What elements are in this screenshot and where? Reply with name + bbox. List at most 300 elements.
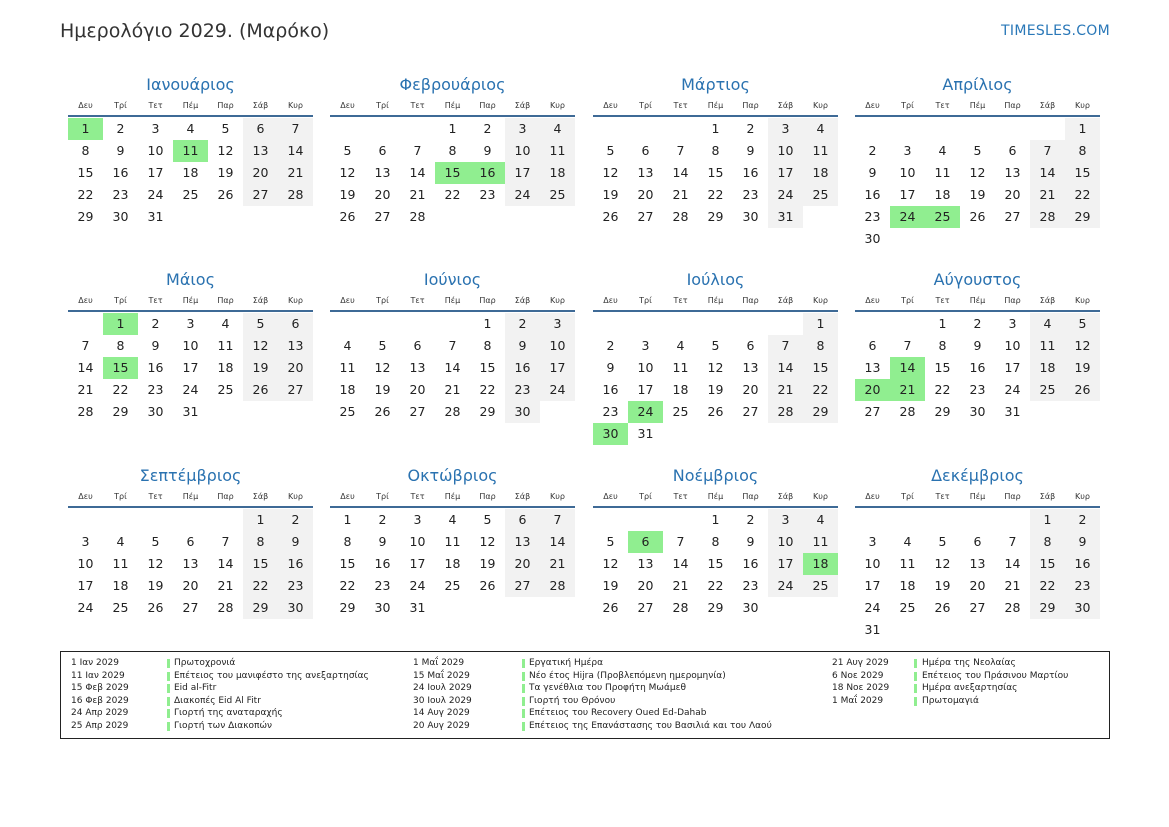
holiday-day-cell[interactable]: 24 — [890, 206, 925, 228]
day-cell[interactable]: 27 — [637, 600, 654, 615]
day-cell[interactable]: 18 — [672, 382, 689, 397]
day-cell[interactable]: 2 — [746, 121, 755, 136]
day-cell[interactable]: 13 — [243, 140, 278, 162]
day-cell[interactable]: 3 — [151, 121, 160, 136]
day-cell[interactable]: 13 — [1004, 165, 1021, 180]
day-cell[interactable]: 13 — [637, 556, 654, 571]
day-cell[interactable]: 25 — [444, 578, 461, 593]
day-cell[interactable]: 19 — [934, 578, 951, 593]
day-cell[interactable]: 14 — [1004, 556, 1021, 571]
day-cell[interactable]: 29 — [803, 401, 838, 423]
day-cell[interactable]: 23 — [278, 575, 313, 597]
day-cell[interactable]: 17 — [864, 578, 881, 593]
holiday-day-cell[interactable]: 15 — [435, 162, 470, 184]
day-cell[interactable]: 15 — [1065, 162, 1100, 184]
day-cell[interactable]: 29 — [77, 209, 94, 224]
day-cell[interactable]: 19 — [374, 382, 391, 397]
day-cell[interactable]: 16 — [374, 556, 391, 571]
day-cell[interactable]: 16 — [505, 357, 540, 379]
day-cell[interactable]: 27 — [637, 209, 654, 224]
day-cell[interactable]: 4 — [1030, 313, 1065, 335]
day-cell[interactable]: 4 — [540, 118, 575, 140]
day-cell[interactable]: 14 — [217, 556, 234, 571]
day-cell[interactable]: 18 — [803, 162, 838, 184]
day-cell[interactable]: 16 — [112, 165, 129, 180]
day-cell[interactable]: 9 — [746, 143, 755, 158]
day-cell[interactable]: 24 — [182, 382, 199, 397]
day-cell[interactable]: 17 — [77, 578, 94, 593]
day-cell[interactable]: 5 — [483, 512, 492, 527]
day-cell[interactable]: 10 — [1004, 338, 1021, 353]
day-cell[interactable]: 25 — [112, 600, 129, 615]
day-cell[interactable]: 14 — [77, 360, 94, 375]
day-cell[interactable]: 30 — [147, 404, 164, 419]
day-cell[interactable]: 2 — [483, 121, 492, 136]
day-cell[interactable]: 29 — [707, 209, 724, 224]
day-cell[interactable]: 9 — [505, 335, 540, 357]
day-cell[interactable]: 7 — [278, 118, 313, 140]
day-cell[interactable]: 31 — [147, 209, 164, 224]
day-cell[interactable]: 1 — [1065, 118, 1100, 140]
day-cell[interactable]: 13 — [278, 335, 313, 357]
day-cell[interactable]: 1 — [711, 512, 720, 527]
day-cell[interactable]: 6 — [186, 534, 195, 549]
day-cell[interactable]: 2 — [378, 512, 387, 527]
day-cell[interactable]: 9 — [151, 338, 160, 353]
day-cell[interactable]: 8 — [243, 531, 278, 553]
day-cell[interactable]: 6 — [243, 118, 278, 140]
day-cell[interactable]: 15 — [479, 360, 496, 375]
day-cell[interactable]: 8 — [81, 143, 90, 158]
day-cell[interactable]: 19 — [602, 187, 619, 202]
day-cell[interactable]: 4 — [186, 121, 195, 136]
holiday-day-cell[interactable]: 25 — [925, 206, 960, 228]
day-cell[interactable]: 22 — [112, 382, 129, 397]
day-cell[interactable]: 26 — [479, 578, 496, 593]
day-cell[interactable]: 31 — [768, 206, 803, 228]
day-cell[interactable]: 13 — [409, 360, 426, 375]
day-cell[interactable]: 29 — [243, 597, 278, 619]
day-cell[interactable]: 26 — [374, 404, 391, 419]
day-cell[interactable]: 11 — [112, 556, 129, 571]
day-cell[interactable]: 27 — [409, 404, 426, 419]
day-cell[interactable]: 3 — [768, 118, 803, 140]
day-cell[interactable]: 27 — [742, 404, 759, 419]
day-cell[interactable]: 19 — [339, 187, 356, 202]
day-cell[interactable]: 19 — [479, 556, 496, 571]
day-cell[interactable]: 11 — [217, 338, 234, 353]
day-cell[interactable]: 22 — [479, 382, 496, 397]
day-cell[interactable]: 23 — [374, 578, 391, 593]
day-cell[interactable]: 5 — [973, 143, 982, 158]
day-cell[interactable]: 30 — [969, 404, 986, 419]
day-cell[interactable]: 10 — [768, 140, 803, 162]
day-cell[interactable]: 3 — [1008, 316, 1017, 331]
day-cell[interactable]: 26 — [217, 187, 234, 202]
day-cell[interactable]: 11 — [803, 531, 838, 553]
day-cell[interactable]: 8 — [711, 534, 720, 549]
day-cell[interactable]: 22 — [707, 578, 724, 593]
day-cell[interactable]: 16 — [864, 187, 881, 202]
day-cell[interactable]: 12 — [374, 360, 391, 375]
day-cell[interactable]: 1 — [803, 313, 838, 335]
day-cell[interactable]: 17 — [768, 162, 803, 184]
day-cell[interactable]: 6 — [868, 338, 877, 353]
day-cell[interactable]: 9 — [278, 531, 313, 553]
day-cell[interactable]: 3 — [81, 534, 90, 549]
day-cell[interactable]: 5 — [243, 313, 278, 335]
day-cell[interactable]: 16 — [742, 165, 759, 180]
day-cell[interactable]: 20 — [182, 578, 199, 593]
day-cell[interactable]: 5 — [938, 534, 947, 549]
day-cell[interactable]: 13 — [505, 531, 540, 553]
day-cell[interactable]: 5 — [151, 534, 160, 549]
day-cell[interactable]: 21 — [77, 382, 94, 397]
day-cell[interactable]: 29 — [339, 600, 356, 615]
day-cell[interactable]: 25 — [339, 404, 356, 419]
day-cell[interactable]: 5 — [711, 338, 720, 353]
day-cell[interactable]: 28 — [77, 404, 94, 419]
day-cell[interactable]: 6 — [278, 313, 313, 335]
day-cell[interactable]: 29 — [1030, 597, 1065, 619]
day-cell[interactable]: 22 — [934, 382, 951, 397]
day-cell[interactable]: 23 — [864, 209, 881, 224]
day-cell[interactable]: 11 — [444, 534, 461, 549]
day-cell[interactable]: 30 — [742, 600, 759, 615]
day-cell[interactable]: 11 — [934, 165, 951, 180]
day-cell[interactable]: 20 — [637, 578, 654, 593]
day-cell[interactable]: 29 — [479, 404, 496, 419]
day-cell[interactable]: 9 — [378, 534, 387, 549]
day-cell[interactable]: 15 — [707, 556, 724, 571]
day-cell[interactable]: 4 — [803, 509, 838, 531]
day-cell[interactable]: 10 — [768, 531, 803, 553]
holiday-day-cell[interactable]: 20 — [855, 379, 890, 401]
day-cell[interactable]: 1 — [483, 316, 492, 331]
day-cell[interactable]: 7 — [903, 338, 912, 353]
day-cell[interactable]: 12 — [602, 556, 619, 571]
day-cell[interactable]: 17 — [147, 165, 164, 180]
day-cell[interactable]: 20 — [409, 382, 426, 397]
day-cell[interactable]: 4 — [448, 512, 457, 527]
holiday-day-cell[interactable]: 14 — [890, 357, 925, 379]
day-cell[interactable]: 26 — [602, 600, 619, 615]
day-cell[interactable]: 11 — [672, 360, 689, 375]
day-cell[interactable]: 30 — [278, 597, 313, 619]
day-cell[interactable]: 11 — [899, 556, 916, 571]
holiday-day-cell[interactable]: 1 — [68, 118, 103, 140]
day-cell[interactable]: 20 — [278, 357, 313, 379]
day-cell[interactable]: 9 — [746, 534, 755, 549]
day-cell[interactable]: 18 — [339, 382, 356, 397]
day-cell[interactable]: 1 — [243, 509, 278, 531]
holiday-day-cell[interactable]: 30 — [593, 423, 628, 445]
day-cell[interactable]: 3 — [186, 316, 195, 331]
day-cell[interactable]: 30 — [112, 209, 129, 224]
day-cell[interactable]: 22 — [1030, 575, 1065, 597]
day-cell[interactable]: 18 — [540, 162, 575, 184]
day-cell[interactable]: 23 — [505, 379, 540, 401]
day-cell[interactable]: 29 — [112, 404, 129, 419]
day-cell[interactable]: 3 — [505, 118, 540, 140]
day-cell[interactable]: 14 — [409, 165, 426, 180]
day-cell[interactable]: 6 — [1008, 143, 1017, 158]
day-cell[interactable]: 13 — [742, 360, 759, 375]
day-cell[interactable]: 12 — [707, 360, 724, 375]
day-cell[interactable]: 19 — [1065, 357, 1100, 379]
day-cell[interactable]: 9 — [868, 165, 877, 180]
day-cell[interactable]: 8 — [1065, 140, 1100, 162]
day-cell[interactable]: 10 — [899, 165, 916, 180]
day-cell[interactable]: 20 — [637, 187, 654, 202]
day-cell[interactable]: 4 — [221, 316, 230, 331]
day-cell[interactable]: 6 — [973, 534, 982, 549]
day-cell[interactable]: 13 — [637, 165, 654, 180]
day-cell[interactable]: 27 — [182, 600, 199, 615]
day-cell[interactable]: 7 — [676, 534, 685, 549]
day-cell[interactable]: 17 — [768, 553, 803, 575]
day-cell[interactable]: 20 — [1004, 187, 1021, 202]
day-cell[interactable]: 22 — [77, 187, 94, 202]
site-logo-text[interactable]: TIMESLES.COM — [1001, 23, 1110, 39]
day-cell[interactable]: 3 — [768, 509, 803, 531]
day-cell[interactable]: 8 — [711, 143, 720, 158]
day-cell[interactable]: 26 — [1065, 379, 1100, 401]
day-cell[interactable]: 23 — [147, 382, 164, 397]
day-cell[interactable]: 16 — [602, 382, 619, 397]
day-cell[interactable]: 11 — [1030, 335, 1065, 357]
day-cell[interactable]: 5 — [606, 534, 615, 549]
day-cell[interactable]: 16 — [1065, 553, 1100, 575]
day-cell[interactable]: 25 — [803, 184, 838, 206]
day-cell[interactable]: 10 — [147, 143, 164, 158]
day-cell[interactable]: 31 — [409, 600, 426, 615]
day-cell[interactable]: 20 — [742, 382, 759, 397]
day-cell[interactable]: 11 — [339, 360, 356, 375]
day-cell[interactable]: 11 — [803, 140, 838, 162]
day-cell[interactable]: 5 — [343, 143, 352, 158]
day-cell[interactable]: 12 — [1065, 335, 1100, 357]
day-cell[interactable]: 10 — [540, 335, 575, 357]
day-cell[interactable]: 7 — [1008, 534, 1017, 549]
day-cell[interactable]: 26 — [602, 209, 619, 224]
day-cell[interactable]: 17 — [540, 357, 575, 379]
day-cell[interactable]: 10 — [409, 534, 426, 549]
day-cell[interactable]: 22 — [444, 187, 461, 202]
day-cell[interactable]: 2 — [606, 338, 615, 353]
day-cell[interactable]: 12 — [339, 165, 356, 180]
day-cell[interactable]: 5 — [1065, 313, 1100, 335]
day-cell[interactable]: 28 — [899, 404, 916, 419]
day-cell[interactable]: 2 — [505, 313, 540, 335]
day-cell[interactable]: 18 — [182, 165, 199, 180]
day-cell[interactable]: 27 — [243, 184, 278, 206]
day-cell[interactable]: 1 — [448, 121, 457, 136]
day-cell[interactable]: 6 — [378, 143, 387, 158]
day-cell[interactable]: 21 — [672, 187, 689, 202]
day-cell[interactable]: 3 — [413, 512, 422, 527]
day-cell[interactable]: 10 — [182, 338, 199, 353]
day-cell[interactable]: 28 — [672, 600, 689, 615]
day-cell[interactable]: 22 — [803, 379, 838, 401]
day-cell[interactable]: 20 — [243, 162, 278, 184]
day-cell[interactable]: 29 — [707, 600, 724, 615]
day-cell[interactable]: 7 — [676, 143, 685, 158]
day-cell[interactable]: 19 — [217, 165, 234, 180]
day-cell[interactable]: 29 — [934, 404, 951, 419]
day-cell[interactable]: 27 — [864, 404, 881, 419]
day-cell[interactable]: 4 — [938, 143, 947, 158]
day-cell[interactable]: 28 — [1004, 600, 1021, 615]
day-cell[interactable]: 16 — [147, 360, 164, 375]
day-cell[interactable]: 19 — [602, 578, 619, 593]
day-cell[interactable]: 10 — [864, 556, 881, 571]
day-cell[interactable]: 9 — [1065, 531, 1100, 553]
day-cell[interactable]: 18 — [934, 187, 951, 202]
holiday-day-cell[interactable]: 1 — [103, 313, 138, 335]
day-cell[interactable]: 24 — [540, 379, 575, 401]
holiday-day-cell[interactable]: 21 — [890, 379, 925, 401]
day-cell[interactable]: 18 — [444, 556, 461, 571]
day-cell[interactable]: 16 — [278, 553, 313, 575]
day-cell[interactable]: 3 — [903, 143, 912, 158]
day-cell[interactable]: 16 — [969, 360, 986, 375]
day-cell[interactable]: 7 — [448, 338, 457, 353]
day-cell[interactable]: 23 — [742, 187, 759, 202]
day-cell[interactable]: 2 — [746, 512, 755, 527]
day-cell[interactable]: 15 — [803, 357, 838, 379]
holiday-day-cell[interactable]: 18 — [803, 553, 838, 575]
day-cell[interactable]: 28 — [768, 401, 803, 423]
day-cell[interactable]: 21 — [444, 382, 461, 397]
day-cell[interactable]: 30 — [864, 231, 881, 246]
day-cell[interactable]: 11 — [540, 140, 575, 162]
day-cell[interactable]: 28 — [278, 184, 313, 206]
day-cell[interactable]: 5 — [221, 121, 230, 136]
day-cell[interactable]: 16 — [742, 556, 759, 571]
day-cell[interactable]: 23 — [1065, 575, 1100, 597]
day-cell[interactable]: 21 — [278, 162, 313, 184]
day-cell[interactable]: 19 — [707, 382, 724, 397]
day-cell[interactable]: 21 — [1004, 578, 1021, 593]
day-cell[interactable]: 8 — [1030, 531, 1065, 553]
day-cell[interactable]: 15 — [934, 360, 951, 375]
day-cell[interactable]: 13 — [374, 165, 391, 180]
day-cell[interactable]: 15 — [243, 553, 278, 575]
day-cell[interactable]: 4 — [903, 534, 912, 549]
day-cell[interactable]: 8 — [343, 534, 352, 549]
day-cell[interactable]: 25 — [1030, 379, 1065, 401]
day-cell[interactable]: 8 — [116, 338, 125, 353]
day-cell[interactable]: 28 — [409, 209, 426, 224]
day-cell[interactable]: 17 — [899, 187, 916, 202]
day-cell[interactable]: 6 — [641, 143, 650, 158]
day-cell[interactable]: 2 — [151, 316, 160, 331]
day-cell[interactable]: 24 — [505, 184, 540, 206]
day-cell[interactable]: 17 — [637, 382, 654, 397]
day-cell[interactable]: 1 — [343, 512, 352, 527]
day-cell[interactable]: 1 — [1030, 509, 1065, 531]
day-cell[interactable]: 27 — [969, 600, 986, 615]
day-cell[interactable]: 30 — [1065, 597, 1100, 619]
day-cell[interactable]: 2 — [278, 509, 313, 531]
day-cell[interactable]: 15 — [1030, 553, 1065, 575]
day-cell[interactable]: 5 — [606, 143, 615, 158]
day-cell[interactable]: 9 — [606, 360, 615, 375]
day-cell[interactable]: 7 — [413, 143, 422, 158]
day-cell[interactable]: 25 — [672, 404, 689, 419]
day-cell[interactable]: 22 — [1065, 184, 1100, 206]
day-cell[interactable]: 26 — [934, 600, 951, 615]
day-cell[interactable]: 23 — [112, 187, 129, 202]
day-cell[interactable]: 18 — [112, 578, 129, 593]
day-cell[interactable]: 8 — [938, 338, 947, 353]
day-cell[interactable]: 5 — [378, 338, 387, 353]
day-cell[interactable]: 14 — [540, 531, 575, 553]
day-cell[interactable]: 17 — [409, 556, 426, 571]
day-cell[interactable]: 8 — [803, 335, 838, 357]
day-cell[interactable]: 10 — [637, 360, 654, 375]
day-cell[interactable]: 17 — [182, 360, 199, 375]
day-cell[interactable]: 6 — [413, 338, 422, 353]
day-cell[interactable]: 17 — [1004, 360, 1021, 375]
day-cell[interactable]: 10 — [505, 140, 540, 162]
holiday-day-cell[interactable]: 16 — [470, 162, 505, 184]
day-cell[interactable]: 12 — [479, 534, 496, 549]
day-cell[interactable]: 28 — [1030, 206, 1065, 228]
day-cell[interactable]: 30 — [505, 401, 540, 423]
holiday-day-cell[interactable]: 24 — [628, 401, 663, 423]
day-cell[interactable]: 21 — [409, 187, 426, 202]
day-cell[interactable]: 30 — [742, 209, 759, 224]
day-cell[interactable]: 25 — [803, 575, 838, 597]
day-cell[interactable]: 12 — [243, 335, 278, 357]
day-cell[interactable]: 1 — [711, 121, 720, 136]
day-cell[interactable]: 28 — [444, 404, 461, 419]
day-cell[interactable]: 22 — [707, 187, 724, 202]
day-cell[interactable]: 25 — [540, 184, 575, 206]
day-cell[interactable]: 28 — [217, 600, 234, 615]
day-cell[interactable]: 27 — [278, 379, 313, 401]
day-cell[interactable]: 18 — [1030, 357, 1065, 379]
day-cell[interactable]: 23 — [602, 404, 619, 419]
day-cell[interactable]: 15 — [707, 165, 724, 180]
day-cell[interactable]: 18 — [217, 360, 234, 375]
day-cell[interactable]: 2 — [868, 143, 877, 158]
day-cell[interactable]: 9 — [483, 143, 492, 158]
holiday-day-cell[interactable]: 6 — [628, 531, 663, 553]
day-cell[interactable]: 14 — [672, 165, 689, 180]
day-cell[interactable]: 3 — [868, 534, 877, 549]
day-cell[interactable]: 24 — [147, 187, 164, 202]
day-cell[interactable]: 19 — [243, 357, 278, 379]
day-cell[interactable]: 28 — [672, 209, 689, 224]
day-cell[interactable]: 31 — [182, 404, 199, 419]
day-cell[interactable]: 7 — [768, 335, 803, 357]
day-cell[interactable]: 25 — [182, 187, 199, 202]
day-cell[interactable]: 31 — [637, 426, 654, 441]
day-cell[interactable]: 12 — [147, 556, 164, 571]
day-cell[interactable]: 14 — [1030, 162, 1065, 184]
day-cell[interactable]: 23 — [742, 578, 759, 593]
day-cell[interactable]: 23 — [969, 382, 986, 397]
day-cell[interactable]: 12 — [934, 556, 951, 571]
day-cell[interactable]: 3 — [641, 338, 650, 353]
day-cell[interactable]: 27 — [1004, 209, 1021, 224]
day-cell[interactable]: 7 — [1030, 140, 1065, 162]
day-cell[interactable]: 2 — [116, 121, 125, 136]
day-cell[interactable]: 21 — [1030, 184, 1065, 206]
